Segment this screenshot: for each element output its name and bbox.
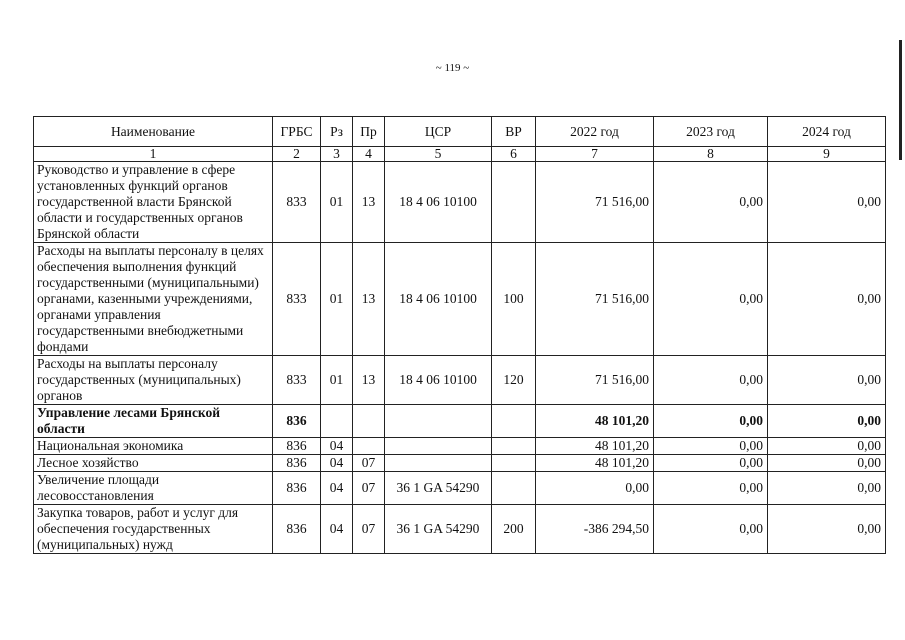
header-cell: ЦСР bbox=[385, 117, 492, 147]
amount-2023-cell: 0,00 bbox=[654, 243, 768, 356]
pr-cell: 07 bbox=[353, 455, 385, 472]
column-number: 9 bbox=[768, 147, 886, 162]
header-cell: Рз bbox=[321, 117, 353, 147]
amount-2023-cell: 0,00 bbox=[654, 405, 768, 438]
amount-2022-cell: 48 101,20 bbox=[536, 438, 654, 455]
amount-2022-cell: 71 516,00 bbox=[536, 243, 654, 356]
rz-cell bbox=[321, 405, 353, 438]
amount-2024-cell: 0,00 bbox=[768, 505, 886, 554]
rz-cell: 01 bbox=[321, 356, 353, 405]
table-row bbox=[34, 405, 886, 438]
row-name-cell: Закупка товаров, работ и услуг для обеспечения государственных (муниципальных) нужд bbox=[34, 505, 273, 554]
amount-2022-cell: 48 101,20 bbox=[536, 455, 654, 472]
column-number: 1 bbox=[34, 147, 273, 162]
grbs-cell: 836 bbox=[273, 455, 321, 472]
csr-cell: 36 1 GA 54290 bbox=[385, 505, 492, 554]
page-number: ~ 119 ~ bbox=[435, 62, 470, 74]
column-number: 5 bbox=[385, 147, 492, 162]
vr-cell bbox=[492, 405, 536, 438]
amount-2023-cell: 0,00 bbox=[654, 162, 768, 243]
amount-2023-cell: 0,00 bbox=[654, 455, 768, 472]
grbs-cell: 836 bbox=[273, 505, 321, 554]
vr-cell: 100 bbox=[492, 243, 536, 356]
vr-cell bbox=[492, 472, 536, 505]
grbs-cell: 833 bbox=[273, 356, 321, 405]
amount-2022-cell: 0,00 bbox=[536, 472, 654, 505]
grbs-cell: 836 bbox=[273, 438, 321, 455]
table-row bbox=[34, 472, 886, 505]
amount-2023-cell: 0,00 bbox=[654, 505, 768, 554]
csr-cell: 18 4 06 10100 bbox=[385, 243, 492, 356]
pr-cell: 07 bbox=[353, 505, 385, 554]
pr-cell: 13 bbox=[353, 243, 385, 356]
amount-2022-cell: 71 516,00 bbox=[536, 356, 654, 405]
grbs-cell: 836 bbox=[273, 472, 321, 505]
row-name-cell: Расходы на выплаты персоналу в целях обеспечения выполнения функций государственными (муниципальными) органами, казенными учреждениями, органами управления государственными внебюджетными фондами bbox=[34, 243, 273, 356]
column-number-row bbox=[34, 147, 886, 162]
amount-2024-cell: 0,00 bbox=[768, 356, 886, 405]
pr-cell: 07 bbox=[353, 472, 385, 505]
row-name-cell: Руководство и управление в сфере установленных функций органов государственной власти Брянской области и государственных органов Брянской области bbox=[34, 162, 273, 243]
header-cell: 2022 год bbox=[536, 117, 654, 147]
pr-cell bbox=[353, 438, 385, 455]
header-cell: Пр bbox=[353, 117, 385, 147]
header-cell: 2023 год bbox=[654, 117, 768, 147]
amount-2023-cell: 0,00 bbox=[654, 438, 768, 455]
header-cell: ГРБС bbox=[273, 117, 321, 147]
pr-cell: 13 bbox=[353, 356, 385, 405]
table-row bbox=[34, 438, 886, 455]
csr-cell bbox=[385, 455, 492, 472]
row-name-cell: Управление лесами Брянской области bbox=[34, 405, 273, 438]
csr-cell: 18 4 06 10100 bbox=[385, 162, 492, 243]
header-row bbox=[34, 117, 886, 147]
row-name-cell: Увеличение площади лесовосстановления bbox=[34, 472, 273, 505]
amount-2023-cell: 0,00 bbox=[654, 472, 768, 505]
table-row bbox=[34, 356, 886, 405]
amount-2022-cell: 71 516,00 bbox=[536, 162, 654, 243]
amount-2024-cell: 0,00 bbox=[768, 405, 886, 438]
table-row bbox=[34, 505, 886, 554]
amount-2024-cell: 0,00 bbox=[768, 162, 886, 243]
vr-cell bbox=[492, 162, 536, 243]
vr-cell: 120 bbox=[492, 356, 536, 405]
amount-2022-cell: -386 294,50 bbox=[536, 505, 654, 554]
column-number: 7 bbox=[536, 147, 654, 162]
header-cell: ВР bbox=[492, 117, 536, 147]
csr-cell bbox=[385, 438, 492, 455]
budget-table bbox=[33, 116, 886, 554]
amount-2024-cell: 0,00 bbox=[768, 243, 886, 356]
pr-cell: 13 bbox=[353, 162, 385, 243]
column-number: 4 bbox=[353, 147, 385, 162]
csr-cell: 36 1 GA 54290 bbox=[385, 472, 492, 505]
rz-cell: 01 bbox=[321, 162, 353, 243]
table-row bbox=[34, 162, 886, 243]
scan-edge-mark bbox=[899, 40, 902, 160]
table-row bbox=[34, 243, 886, 356]
grbs-cell: 833 bbox=[273, 162, 321, 243]
rz-cell: 04 bbox=[321, 438, 353, 455]
header-cell: Наименование bbox=[34, 117, 273, 147]
table-row bbox=[34, 455, 886, 472]
column-number: 2 bbox=[273, 147, 321, 162]
amount-2022-cell: 48 101,20 bbox=[536, 405, 654, 438]
amount-2024-cell: 0,00 bbox=[768, 472, 886, 505]
column-number: 6 bbox=[492, 147, 536, 162]
grbs-cell: 836 bbox=[273, 405, 321, 438]
pr-cell bbox=[353, 405, 385, 438]
row-name-cell: Национальная экономика bbox=[34, 438, 273, 455]
rz-cell: 04 bbox=[321, 455, 353, 472]
amount-2023-cell: 0,00 bbox=[654, 356, 768, 405]
vr-cell: 200 bbox=[492, 505, 536, 554]
grbs-cell: 833 bbox=[273, 243, 321, 356]
amount-2024-cell: 0,00 bbox=[768, 438, 886, 455]
rz-cell: 04 bbox=[321, 505, 353, 554]
rz-cell: 01 bbox=[321, 243, 353, 356]
header-cell: 2024 год bbox=[768, 117, 886, 147]
csr-cell: 18 4 06 10100 bbox=[385, 356, 492, 405]
column-number: 3 bbox=[321, 147, 353, 162]
rz-cell: 04 bbox=[321, 472, 353, 505]
amount-2024-cell: 0,00 bbox=[768, 455, 886, 472]
row-name-cell: Расходы на выплаты персоналу государственных (муниципальных) органов bbox=[34, 356, 273, 405]
column-number: 8 bbox=[654, 147, 768, 162]
csr-cell bbox=[385, 405, 492, 438]
vr-cell bbox=[492, 438, 536, 455]
vr-cell bbox=[492, 455, 536, 472]
row-name-cell: Лесное хозяйство bbox=[34, 455, 273, 472]
